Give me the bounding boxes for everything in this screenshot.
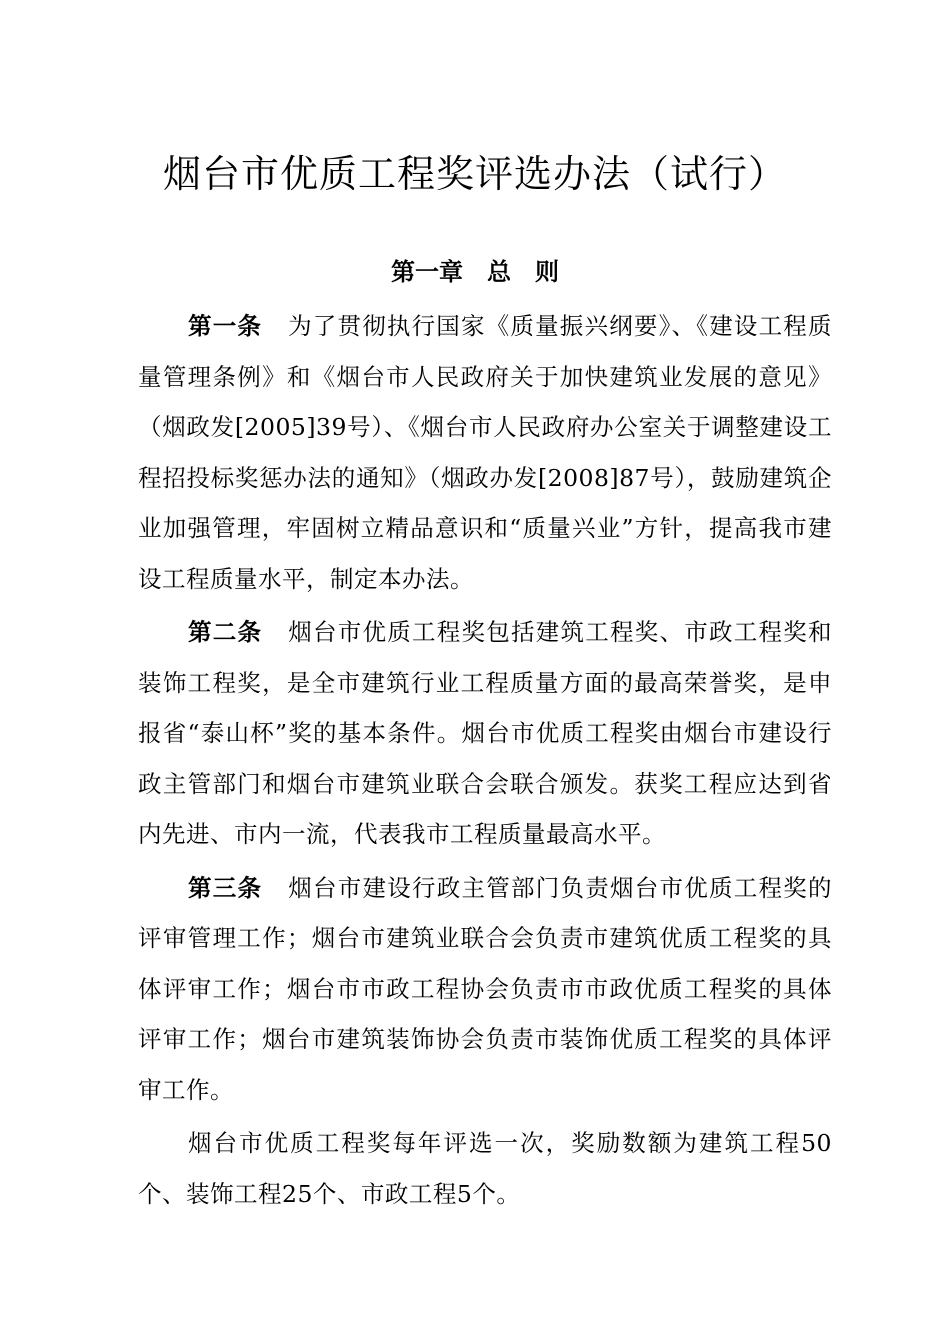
article-3-label: 第三条 xyxy=(188,873,263,902)
article-2 xyxy=(138,607,832,860)
document-body xyxy=(138,301,832,1222)
document-title: 烟台市优质工程奖评选办法（试行） xyxy=(162,152,787,196)
chapter-heading: 第一章 总 则 xyxy=(391,258,559,286)
article-2-label: 第二条 xyxy=(188,618,263,646)
article-2-text: 烟台市优质工程奖包括建筑工程奖、市政工程奖和装饰工程奖，是全市建筑行业工程质量方面的最高荣誉奖，是申报省“泰山杯”奖的基本条件。烟台市优质工程奖由烟台市建设行政主管部门和烟台市建筑业联合会联合颁发。获奖工程应达到省内先进、市内一流，代表我市工程质量最高水平。 xyxy=(138,618,832,848)
article-3 xyxy=(138,863,832,1116)
article-1 xyxy=(138,301,832,604)
article-1-label: 第一条 xyxy=(188,312,263,340)
article-3-text: 烟台市建设行政主管部门负责烟台市优质工程奖的评审管理工作；烟台市建筑业联合会负责市建筑优质工程奖的具体评审工作；烟台市市政工程协会负责市市政优质工程奖的具体评审工作；烟台市建筑装饰协会负责市装饰优质工程奖的具体评审工作。 xyxy=(138,873,832,1104)
closing-paragraph: 烟台市优质工程奖每年评选一次，奖励数额为建筑工程50个、装饰工程25个、市政工程5个。 xyxy=(138,1129,832,1208)
article-1-text: 为了贯彻执行国家《质量振兴纲要》、《建设工程质量管理条例》和《烟台市人民政府关于加快建筑业发展的意见》（烟政发[2005]39号）、《烟台市人民政府办公室关于调整建设工程招投标奖惩办法的通知》（烟政办发[2008]87号），鼓励建筑企业加强管理，牢固树立精品意识和“质量兴业”方针，提高我市建设工程质量水平，制定本办法。 xyxy=(138,312,833,593)
